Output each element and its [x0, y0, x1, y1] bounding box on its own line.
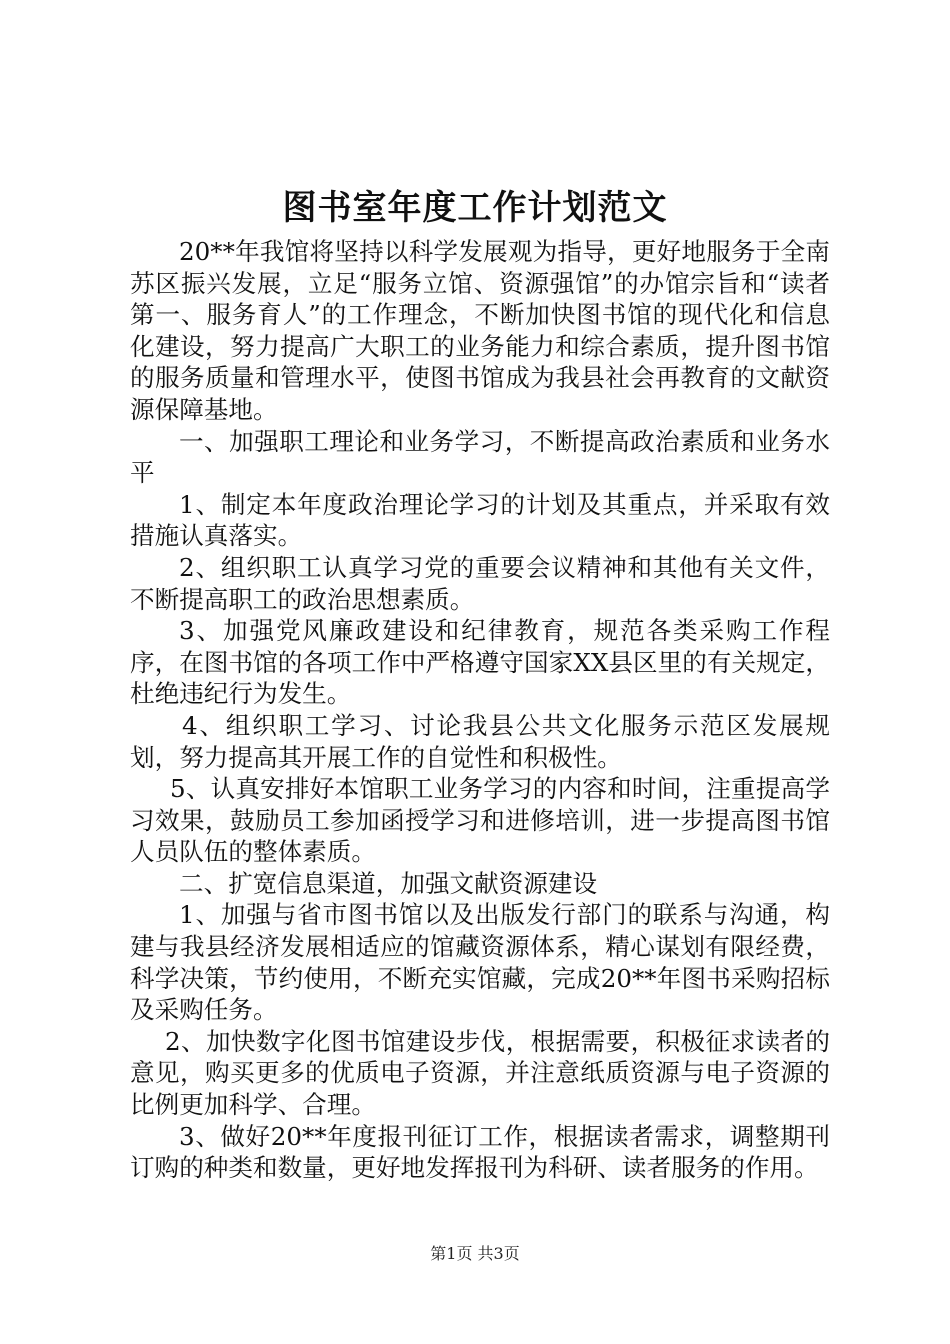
paragraph-2-3: 3、做好20**年度报刊征订工作，根据读者需求，调整期刊订购的种类和数量，更好地发挥报刊为科研、读者服务的作用。 [130, 1121, 830, 1183]
paragraph-1-2: 2、组织职工认真学习党的重要会议精神和其他有关文件，不断提高职工的政治思想素质。 [130, 552, 830, 614]
paragraph-1-4: 4、组织职工学习、讨论我县公共文化服务示范区发展规划，努力提高其开展工作的自觉性和积极性。 [130, 710, 830, 772]
paragraph-1-1: 1、制定本年度政治理论学习的计划及其重点，并采取有效措施认真落实。 [130, 489, 830, 551]
paragraph-2-1: 1、加强与省市图书馆以及出版发行部门的联系与沟通，构建与我县经济发展相适应的馆藏资源体系，精心谋划有限经费，科学决策，节约使用，不断充实馆藏，完成20**年图书采购招标及采购任务。 [130, 900, 830, 1025]
paragraph-2-2: 2、加快数字化图书馆建设步伐，根据需要，积极征求读者的意见，购买更多的优质电子资源，并注意纸质资源与电子资源的比例更加科学、合理。 [130, 1026, 830, 1120]
paragraph-intro: 20**年我馆将坚持以科学发展观为指导，更好地服务于全南苏区振兴发展，立足“服务立馆、资源强馆”的办馆宗旨和“读者第一、服务育人”的工作理念，不断加快图书馆的现代化和信息化建设，努力提高广大职工的业务能力和综合素质，提升图书馆的服务质量和管理水平，使图书馆成为我县社会再教育的文献资源保障基地。 [130, 237, 830, 424]
section-heading-2: 二、扩宽信息渠道，加强文献资源建设 [179, 868, 598, 898]
document-title: 图书室年度工作计划范文 [282, 188, 668, 228]
document-body [130, 236, 830, 1184]
paragraph-1-5: 5、认真安排好本馆职工业务学习的内容和时间，注重提高学习效果，鼓励员工参加函授学习和进修培训，进一步提高图书馆人员队伍的整体素质。 [130, 774, 830, 867]
paragraph-1-3: 3、加强党风廉政建设和纪律教育，规范各类采购工作程序，在图书馆的各项工作中严格遵守国家XX县区里的有关规定，杜绝违纪行为发生。 [130, 616, 830, 709]
section-heading-1: 一、加强职工理论和业务学习，不断提高政治素质和业务水平 [130, 426, 830, 488]
page-footer: 第1页 共3页 [430, 1244, 520, 1263]
